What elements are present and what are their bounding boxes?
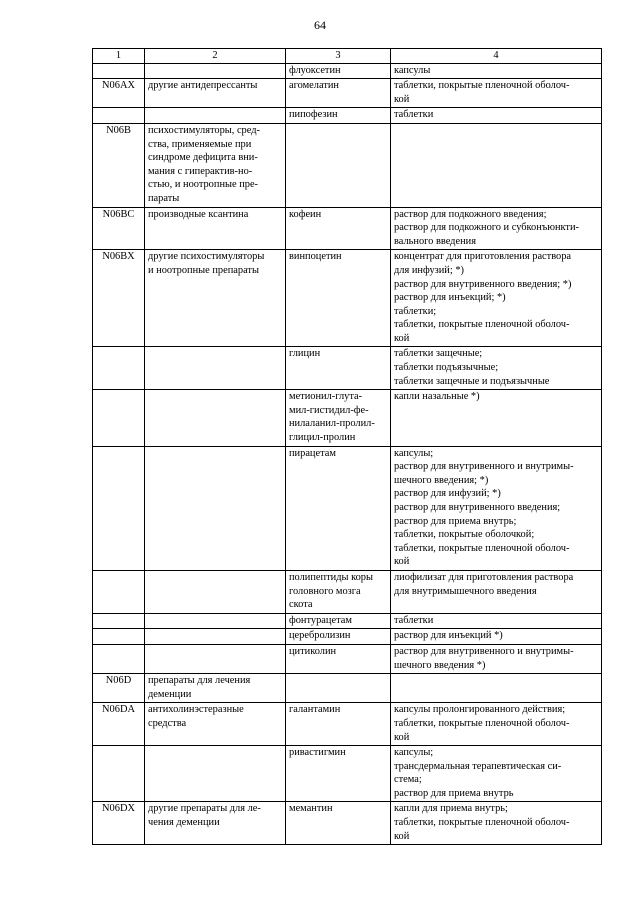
dosage-forms-cell: [391, 613, 602, 629]
atc-code-cell: [93, 613, 145, 629]
cell-line: таблетки: [394, 109, 434, 121]
table-row: [93, 79, 602, 108]
atc-code-cell: [93, 390, 145, 446]
atc-code-cell: [93, 746, 145, 802]
atc-code-cell: [93, 347, 145, 390]
cell-line: психостимуляторы, сред-: [148, 124, 260, 136]
cell-line: раствор для внутривенного введения; *): [394, 278, 572, 290]
group-name-cell: [145, 746, 286, 802]
drug-name-cell: [286, 250, 391, 347]
cell-line: раствор для приема внутрь;: [394, 515, 517, 527]
dosage-forms-cell: [391, 108, 602, 124]
drug-name-cell: [286, 703, 391, 746]
cell-line: цитиколин: [289, 645, 337, 657]
cell-line: таблетки, покрытые пленочной оболоч-: [394, 80, 570, 92]
cell-line: галантамин: [289, 704, 341, 716]
column-number-cell: 1: [93, 49, 145, 64]
group-name-cell: [145, 644, 286, 673]
cell-line: таблетки защечные и подъязычные: [394, 375, 550, 387]
table-row: [93, 703, 602, 746]
atc-code-cell: N06D: [93, 674, 145, 703]
column-number-cell: 3: [286, 49, 391, 64]
cell-line: средства: [148, 717, 187, 729]
page-number: 64: [314, 18, 326, 32]
group-name-cell: [145, 108, 286, 124]
cell-line: пипофезин: [289, 109, 338, 121]
table-row: [93, 746, 602, 802]
dosage-forms-cell: [391, 123, 602, 207]
cell-line: кой: [394, 830, 410, 842]
atc-code-cell: [93, 644, 145, 673]
table-row: [93, 390, 602, 446]
table-row: [93, 674, 602, 703]
dosage-forms-cell: [391, 347, 602, 390]
table-row: [93, 123, 602, 207]
group-name-cell: [145, 570, 286, 613]
group-name-cell: [145, 629, 286, 645]
cell-line: чения деменции: [148, 817, 220, 829]
cell-line: таблетки;: [394, 305, 437, 317]
dosage-forms-cell: [391, 703, 602, 746]
cell-line: другие антидепрессанты: [148, 80, 258, 92]
dosage-forms-cell: [391, 207, 602, 250]
cell-line: мания с гиперактив-но-: [148, 165, 253, 177]
cell-line: скота: [289, 599, 313, 611]
cell-line: пирацетам: [289, 447, 336, 459]
cell-line: раствор для инъекций; *): [394, 292, 506, 304]
cell-line: таблетки, покрытые оболочкой;: [394, 529, 535, 541]
table-row: [93, 347, 602, 390]
cell-line: другие препараты для ле-: [148, 803, 261, 815]
group-name-cell: [145, 347, 286, 390]
group-name-cell: [145, 703, 286, 746]
drug-name-cell: [286, 446, 391, 570]
drug-name-cell: [286, 613, 391, 629]
cell-line: таблетки: [394, 614, 434, 626]
dosage-forms-cell: [391, 446, 602, 570]
cell-line: производные ксантина: [148, 208, 249, 220]
cell-line: винпоцетин: [289, 251, 342, 263]
cell-line: таблетки, покрытые пленочной оболоч-: [394, 542, 570, 554]
dosage-forms-cell: [391, 674, 602, 703]
cell-line: лиофилизат для приготовления раствора: [394, 571, 574, 583]
drug-name-cell: [286, 644, 391, 673]
atc-code-cell: N06BX: [93, 250, 145, 347]
cell-line: таблетки, покрытые пленочной оболоч-: [394, 817, 570, 829]
atc-code-cell: N06DX: [93, 802, 145, 845]
atc-code-cell: [93, 570, 145, 613]
dosage-forms-cell: [391, 390, 602, 446]
dosage-forms-cell: [391, 63, 602, 79]
drug-name-cell: [286, 207, 391, 250]
atc-code-cell: N06B: [93, 123, 145, 207]
cell-line: агомелатин: [289, 80, 339, 92]
cell-line: раствор для подкожного и субконъюнкти-: [394, 222, 579, 234]
cell-line: кой: [394, 731, 410, 743]
cell-line: таблетки, покрытые пленочной оболоч-: [394, 717, 570, 729]
cell-line: таблетки защечные;: [394, 348, 483, 360]
dosage-forms-cell: [391, 570, 602, 613]
dosage-forms-cell: [391, 746, 602, 802]
cell-line: раствор для подкожного введения;: [394, 208, 547, 220]
column-number-row: [93, 49, 602, 64]
table-row: [93, 802, 602, 845]
cell-line: капсулы пролонгированного действия;: [394, 704, 566, 716]
atc-code-cell: N06BC: [93, 207, 145, 250]
group-name-cell: [145, 79, 286, 108]
cell-line: таблетки, покрытые пленочной оболоч-: [394, 319, 570, 331]
drug-name-cell: [286, 570, 391, 613]
cell-line: синдроме дефицита вни-: [148, 152, 258, 164]
drug-name-cell: [286, 347, 391, 390]
column-number-cell: 2: [145, 49, 286, 64]
cell-line: церебролизин: [289, 630, 351, 642]
cell-line: другие психостимуляторы: [148, 251, 265, 263]
drug-name-cell: [286, 63, 391, 79]
cell-line: флуоксетин: [289, 64, 341, 76]
cell-line: раствор для инфузий; *): [394, 488, 501, 500]
table-row: [93, 108, 602, 124]
cell-line: ства, применяемые при: [148, 138, 252, 150]
cell-line: для внутримышечного введения: [394, 585, 537, 597]
cell-line: раствор для внутривенного введения;: [394, 502, 561, 513]
group-name-cell: [145, 613, 286, 629]
group-name-cell: [145, 207, 286, 250]
cell-line: глицин: [289, 348, 321, 360]
cell-line: параты: [148, 192, 180, 204]
cell-line: раствор для внутривенного и внутримы-: [394, 461, 574, 473]
atc-code-cell: N06DA: [93, 703, 145, 746]
cell-line: трансдермальная терапевтическая си-: [394, 760, 562, 772]
cell-line: метионил-глута-: [289, 391, 363, 403]
drug-name-cell: [286, 802, 391, 845]
table-row: [93, 207, 602, 250]
cell-line: глицил-пролин: [289, 432, 356, 444]
cell-line: нилаланил-пролил-: [289, 418, 375, 430]
cell-line: таблетки подъязычные;: [394, 362, 499, 374]
cell-line: концентрат для приготовления раствора: [394, 251, 572, 263]
group-name-cell: [145, 250, 286, 347]
cell-line: кой: [394, 332, 410, 344]
cell-line: ривастигмин: [289, 747, 346, 759]
cell-line: капсулы;: [394, 747, 434, 759]
table-body: [93, 49, 602, 845]
atc-code-cell: [93, 446, 145, 570]
dosage-forms-cell: [391, 802, 602, 845]
group-name-cell: [145, 802, 286, 845]
drug-name-cell: [286, 674, 391, 703]
cell-line: мил-гистидил-фе-: [289, 404, 369, 416]
group-name-cell: [145, 390, 286, 446]
table-row: [93, 63, 602, 79]
cell-line: фонтурацетам: [289, 614, 352, 626]
dosage-forms-cell: [391, 79, 602, 108]
atc-code-cell: [93, 63, 145, 79]
cell-line: антихолинэстеразные: [148, 704, 244, 716]
drug-name-cell: [286, 79, 391, 108]
drug-name-cell: [286, 746, 391, 802]
cell-line: раствор для внутривенного и внутримы-: [394, 645, 574, 657]
group-name-cell: [145, 123, 286, 207]
cell-line: кой: [394, 93, 410, 105]
cell-line: капсулы: [394, 64, 431, 76]
table-row: [93, 644, 602, 673]
table-row: [93, 446, 602, 570]
cell-line: препараты для лечения: [148, 675, 251, 687]
group-name-cell: [145, 446, 286, 570]
cell-line: и ноотропные препараты: [148, 264, 259, 276]
cell-line: полипептиды коры: [289, 571, 373, 583]
cell-line: капли для приема внутрь;: [394, 803, 508, 815]
atc-code-cell: [93, 629, 145, 645]
table-row: [93, 629, 602, 645]
atc-code-cell: [93, 108, 145, 124]
cell-line: шечного введения; *): [394, 474, 489, 486]
column-number-cell: 4: [391, 49, 602, 64]
dosage-forms-cell: [391, 629, 602, 645]
drug-name-cell: [286, 123, 391, 207]
cell-line: капли назальные *): [394, 391, 480, 403]
dosage-forms-cell: [391, 644, 602, 673]
atc-code-cell: N06AX: [93, 79, 145, 108]
table-row: [93, 570, 602, 613]
group-name-cell: [145, 674, 286, 703]
drug-name-cell: [286, 629, 391, 645]
dosage-forms-cell: [391, 250, 602, 347]
cell-line: деменции: [148, 688, 192, 700]
group-name-cell: [145, 63, 286, 79]
table-row: [93, 250, 602, 347]
cell-line: раствор для инъекций *): [394, 630, 503, 642]
cell-line: капсулы;: [394, 447, 434, 459]
cell-line: кофеин: [289, 208, 322, 220]
cell-line: раствор для приема внутрь: [394, 787, 514, 799]
cell-line: головного мозга: [289, 585, 361, 597]
cell-line: кой: [394, 556, 410, 568]
table-row: [93, 613, 602, 629]
drug-name-cell: [286, 108, 391, 124]
drug-table: [92, 48, 602, 845]
cell-line: вального введения: [394, 235, 476, 247]
cell-line: стью, и ноотропные пре-: [148, 179, 259, 191]
cell-line: стема;: [394, 774, 422, 786]
cell-line: для инфузий; *): [394, 264, 465, 276]
cell-line: мемантин: [289, 803, 333, 815]
drug-name-cell: [286, 390, 391, 446]
cell-line: шечного введения *): [394, 659, 486, 671]
